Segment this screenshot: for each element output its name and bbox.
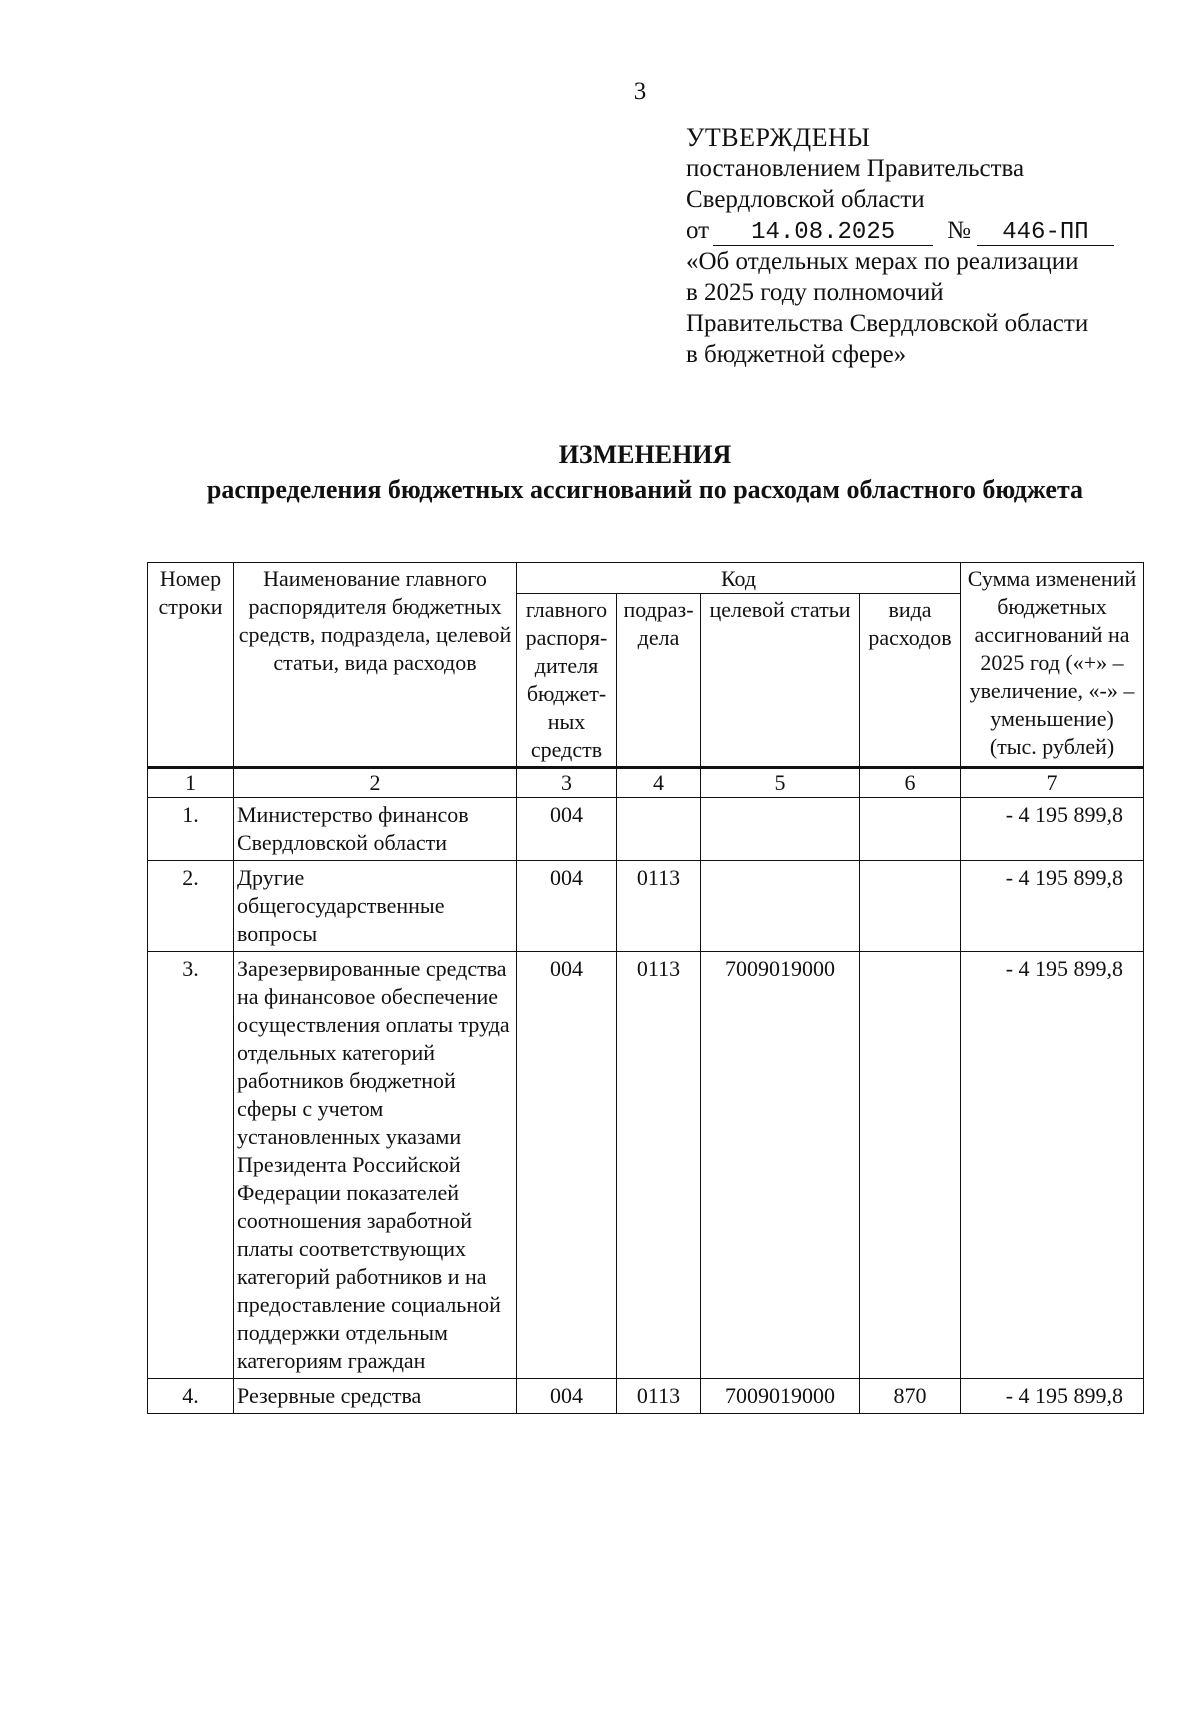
approval-block (686, 122, 1156, 370)
number-sign: № (947, 217, 971, 244)
row-amount: - 4 195 899,8 (961, 798, 1144, 861)
table-row (148, 1379, 1144, 1414)
decree-number: 446-ПП (977, 221, 1114, 246)
document-title (120, 437, 1170, 507)
table-row (148, 798, 1144, 861)
row-number: 4. (148, 1379, 234, 1414)
approval-heading: УТВЕРЖДЕНЫ (686, 123, 871, 152)
budget-changes-table (147, 562, 1144, 1414)
column-number: 1 (148, 768, 234, 798)
row-manager-code: 004 (517, 861, 617, 952)
column-number: 7 (961, 768, 1144, 798)
row-amount: - 4 195 899,8 (961, 1379, 1144, 1414)
row-subsection-code (617, 798, 701, 861)
row-target-code (701, 798, 860, 861)
row-name: Зарезервированные средства на финансовое обеспечение осуществления оплаты труда отдельных категорий работников бюджетной сферы с учетом установленных указами Президента Российской Федерации показателей соотношения заработной платы соответствующих категорий работников и на предоставление социальной поддержки отдельным категориям граждан (234, 952, 517, 1379)
row-number: 3. (148, 952, 234, 1379)
approval-quote-line-4: в бюджетной сфере» (686, 341, 907, 368)
row-amount: - 4 195 899,8 (961, 861, 1144, 952)
row-subsection-code: 0113 (617, 1379, 701, 1414)
column-number: 6 (860, 768, 961, 798)
row-target-code: 7009019000 (701, 952, 860, 1379)
header-code: Код (517, 563, 961, 594)
column-number: 4 (617, 768, 701, 798)
row-expense-type-code: 870 (860, 1379, 961, 1414)
row-number: 1. (148, 798, 234, 861)
page-number: 3 (633, 78, 647, 105)
row-manager-code: 004 (517, 798, 617, 861)
header-code-expense-type: вида расходов (860, 594, 961, 768)
approval-date-line (686, 215, 1156, 246)
row-target-code: 7009019000 (701, 1379, 860, 1414)
row-manager-code: 004 (517, 1379, 617, 1414)
row-expense-type-code (860, 861, 961, 952)
row-manager-code: 004 (517, 952, 617, 1379)
header-row-number: Номер строки (148, 563, 234, 768)
approval-quote-line-3: Правительства Свердловской области (686, 310, 1089, 337)
header-amount: Сумма изменений бюджетных ассигнований на 2025 год («+» – увеличение, «-» – уменьшение) (тыс. рублей) (961, 563, 1144, 768)
row-name: Резервные средства (234, 1379, 517, 1414)
table-row (148, 861, 1144, 952)
column-number: 3 (517, 768, 617, 798)
approval-quote-line-2: в 2025 году полномочий (686, 279, 944, 306)
row-subsection-code: 0113 (617, 952, 701, 1379)
row-name: Министерство финансов Свердловской области (234, 798, 517, 861)
row-expense-type-code (860, 798, 961, 861)
header-code-manager: главного распоря-дителя бюджет-ных средств (517, 594, 617, 768)
date-prefix: от (686, 217, 710, 244)
row-target-code (701, 861, 860, 952)
column-numbers-row (148, 768, 1144, 798)
title-sub: распределения бюджетных ассигнований по расходам областного бюджета (206, 475, 1084, 504)
approval-quote-line-1: «Об отдельных мерах по реализации (686, 248, 1079, 275)
approval-line-2: Свердловской области (686, 186, 925, 213)
header-code-target: целевой статьи (701, 594, 860, 768)
title-main: ИЗМЕНЕНИЯ (558, 440, 732, 469)
decree-date: 14.08.2025 (713, 221, 933, 246)
header-code-subsection: подраз-дела (617, 594, 701, 768)
row-expense-type-code (860, 952, 961, 1379)
column-number: 2 (234, 768, 517, 798)
row-number: 2. (148, 861, 234, 952)
row-subsection-code: 0113 (617, 861, 701, 952)
table-row (148, 952, 1144, 1379)
row-amount: - 4 195 899,8 (961, 952, 1144, 1379)
header-name: Наименование главного распорядителя бюджетных средств, подраздела, целевой статьи, вида расходов (234, 563, 517, 768)
row-name: Другие общегосударственные вопросы (234, 861, 517, 952)
column-number: 5 (701, 768, 860, 798)
approval-line-1: постановлением Правительства (686, 155, 1025, 182)
